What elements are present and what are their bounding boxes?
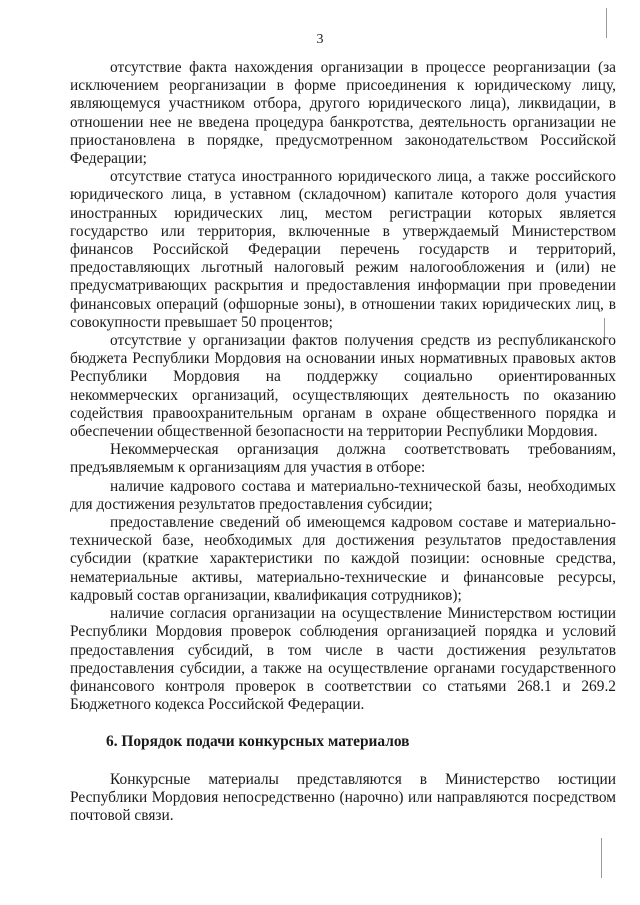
paragraph-consent: наличие согласия организации на осуществление Министерством юстиции Республики Мордовия проверок соблюдения организацией порядка и условий предоставления субсидий, в том числе в части достижения результатов предоставления субсидии, а также на осуществление органами государственного финансового контроля проверок в соответствии со статьями 268.1 и 269.2 Бюджетного кодекса Российской Федерации. bbox=[70, 605, 616, 714]
section-heading: 6. Порядок подачи конкурсных материалов bbox=[106, 733, 410, 751]
section-gap bbox=[70, 752, 616, 771]
document-body bbox=[70, 59, 616, 825]
scan-edge-line-bottom bbox=[601, 838, 602, 878]
section-gap bbox=[70, 714, 616, 733]
paragraph-submission: Конкурсные материалы представляются в Министерство юстиции Республики Мордовия непосредственно (нарочно) или направляются посредством почтовой связи. bbox=[70, 770, 616, 824]
paragraph-staff-info: предоставление сведений об имеющемся кадровом составе и материально-технической базе, необходимых для достижения результатов предоставления субсидии (краткие характеристики по каждой позиции: основные средства, нематериальные активы, материально-технические и финансовые ресурсы, кадровый состав организации, квалификация сотрудников); bbox=[70, 514, 616, 604]
scan-edge-line-top bbox=[606, 8, 607, 38]
paragraph-foreign-status: отсутствие статуса иностранного юридического лица, а также российского юридического лица, в уставном (складочном) капитале которого доля участия иностранных юридических лиц, местом регистрации которых является государство или территория, включенные в утверждаемый Министерством финансов Российской Федерации перечень государств и территорий, предоставляющих льготный налоговый режим налогообложения и (или) не предусматривающих раскрытия и предоставления информации при проведении финансовых операций (офшорные зоны), в отношении таких юридических лиц, в совокупности превышает 50 процентов; bbox=[70, 168, 616, 331]
paragraph-no-other-funding: отсутствие у организации фактов получения средств из республиканского бюджета Республики Мордовия на основании иных нормативных правовых актов Республики Мордовия на поддержку социально ориентированных некоммерческих организаций, осуществляющих деятельность по оказанию содействия правоохранительным органам в охране общественного порядка и обеспечении общественной безопасности на территории Республики Мордовия. bbox=[70, 332, 616, 441]
page-number: 3 bbox=[316, 32, 324, 47]
paragraph-staff-and-base: наличие кадрового состава и материально-технической базы, необходимых для достижения результатов предоставления субсидии; bbox=[70, 477, 616, 513]
paragraph-reorganization: отсутствие факта нахождения организации в процессе реорганизации (за исключением реорганизации в форме присоединения к юридическому лицу, являющемуся участником отбора, другого юридического лица), ликвидации, в отношении нее не введена процедура банкротства, деятельность организации не приостановлена в порядке, предусмотренном законодательством Российской Федерации; bbox=[70, 59, 616, 168]
paragraph-requirements-intro: Некоммерческая организация должна соответствовать требованиям, предъявляемым к организациям для участия в отборе: bbox=[70, 441, 616, 477]
